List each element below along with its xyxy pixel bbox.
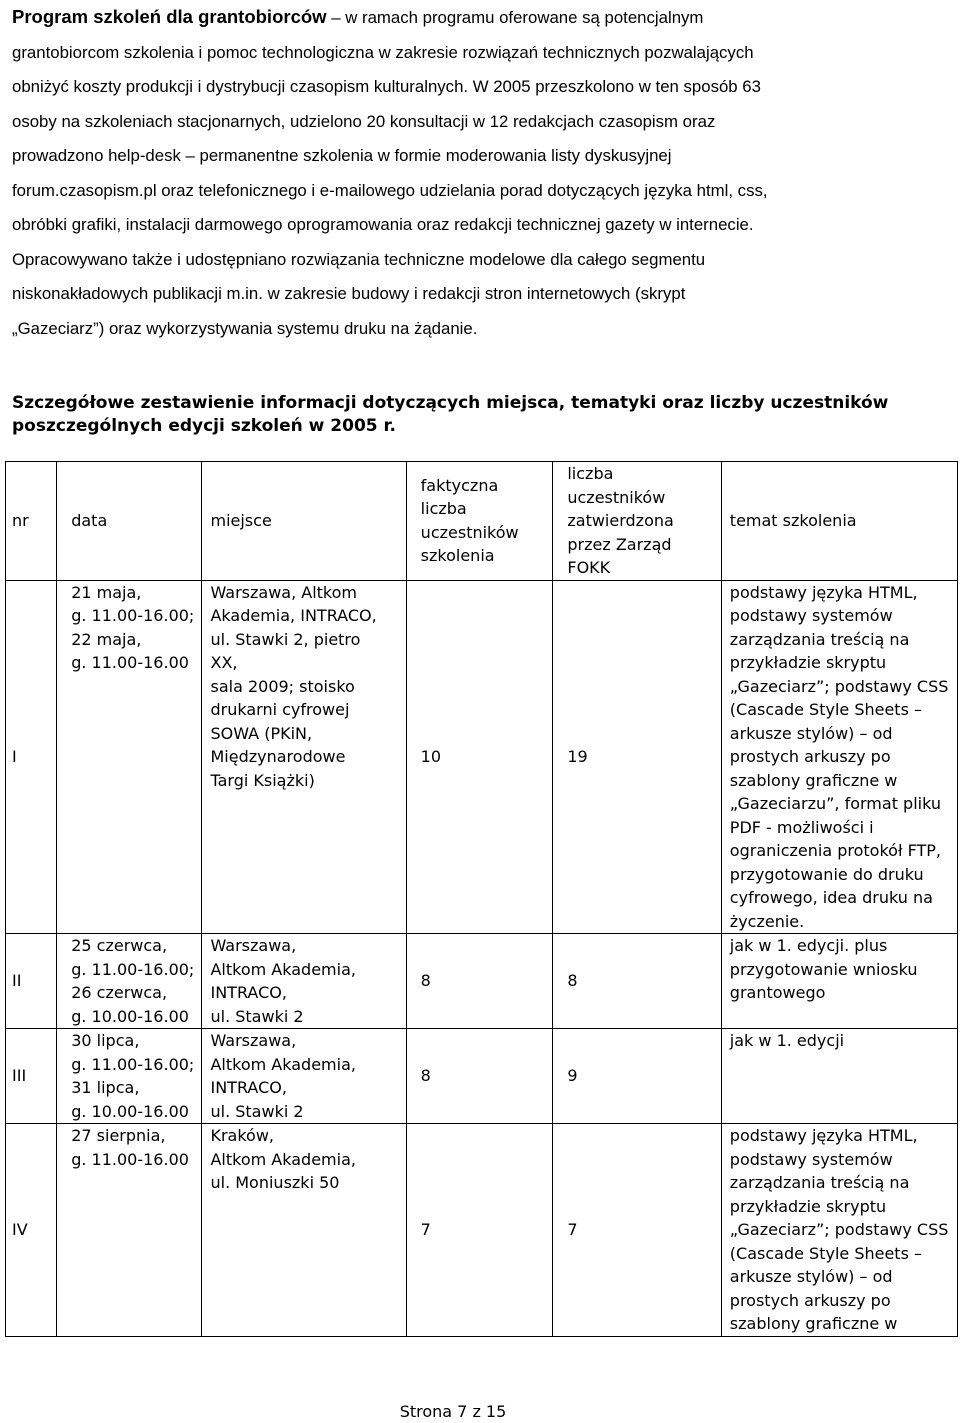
- section-title: Szczegółowe zestawienie informacji dotyczących miejsca, tematyki oraz liczby uczestników poszczególnych edycji szkoleń w 2005 r.: [12, 393, 889, 436]
- cell-nr: III: [6, 1029, 57, 1124]
- intro-line: Opracowywano także i udostępniano rozwiązania techniczne modelowe dla całego segmentu: [12, 249, 706, 269]
- cell-place: Kraków, Altkom Akademia, ul. Moniuszki 50: [202, 1124, 406, 1337]
- table-row: [6, 1029, 958, 1124]
- cell-place: Warszawa, Altkom Akademia, INTRACO, ul. Stawki 2: [202, 934, 406, 1029]
- header-nr: nr: [6, 462, 57, 581]
- cell-topic: jak w 1. edycji: [721, 1029, 957, 1124]
- cell-actual-participants: 7: [406, 1124, 553, 1337]
- cell-place: Warszawa, Altkom Akademia, INTRACO, ul. Stawki 2, pietro XX, sala 2009; stoisko drukarni cyfrowej SOWA (PKiN, Międzynarodowe Targi Książki): [202, 580, 406, 934]
- training-table: [5, 461, 958, 1337]
- cell-nr: IV: [6, 1124, 57, 1337]
- cell-topic: podstawy języka HTML, podstawy systemów zarządzania treścią na przykładzie skryptu „Gazeciarz”; podstawy CSS (Cascade Style Sheets – arkusze stylów) – od prostych arkuszy po szablony graficzne w: [721, 1124, 957, 1337]
- intro-line: prowadzono help-desk – permanentne szkolenia w formie moderowania listy dyskusyjnej: [12, 146, 672, 165]
- intro-line: – w ramach programu oferowane są potencjalnym: [326, 8, 704, 27]
- table-header-row: [6, 462, 958, 581]
- intro-lead: Program szkoleń dla grantobiorców: [12, 6, 327, 27]
- cell-date: 30 lipca, g. 11.00-16.00; 31 lipca, g. 10.00-16.00: [57, 1029, 202, 1124]
- intro-line: obniżyć koszty produkcji i dystrybucji czasopism kulturalnych. W 2005 przeszkolono w ten sposób 63: [12, 77, 761, 96]
- header-data: data: [57, 462, 202, 581]
- header-approved-participants: liczba uczestników zatwierdzona przez Zarząd FOKK: [553, 462, 721, 581]
- intro-paragraph: [12, 0, 942, 346]
- intro-line: grantobiorcom szkolenia i pomoc technologiczna w zakresie rozwiązań technicznych pozwalających: [12, 42, 754, 62]
- cell-approved-participants: 9: [553, 1029, 721, 1124]
- cell-actual-participants: 8: [406, 934, 553, 1029]
- table-row: [6, 580, 958, 934]
- cell-date: 21 maja, g. 11.00-16.00; 22 maja, g. 11.00-16.00: [57, 580, 202, 934]
- intro-line: osoby na szkoleniach stacjonarnych, udzielono 20 konsultacji w 12 redakcjach czasopism oraz: [12, 111, 716, 131]
- cell-nr: II: [6, 934, 57, 1029]
- cell-date: 27 sierpnia, g. 11.00-16.00: [57, 1124, 202, 1337]
- cell-approved-participants: 8: [553, 934, 721, 1029]
- cell-place: Warszawa, Altkom Akademia, INTRACO, ul. Stawki 2: [202, 1029, 406, 1124]
- cell-date: 25 czerwca, g. 11.00-16.00; 26 czerwca, g. 10.00-16.00: [57, 934, 202, 1029]
- table-row: [6, 934, 958, 1029]
- intro-line: forum.czasopism.pl oraz telefonicznego i e-mailowego udzielania porad dotyczących języka html, css,: [12, 180, 768, 200]
- header-actual-participants: faktyczna liczba uczestników szkolenia: [406, 462, 553, 581]
- cell-topic: jak w 1. edycji. plus przygotowanie wniosku grantowego: [721, 934, 957, 1029]
- cell-topic: podstawy języka HTML, podstawy systemów zarządzania treścią na przykładzie skryptu „Gazeciarz”; podstawy CSS (Cascade Style Sheets – arkusze stylów) – od prostych arkuszy po szablony graficzne w „Gazeciarzu”, format pliku PDF - możliwości i ograniczenia protokół FTP, przygotowanie do druku cyfrowego, idea druku na życzenie.: [721, 580, 957, 934]
- header-topic: temat szkolenia: [721, 462, 957, 581]
- cell-approved-participants: 7: [553, 1124, 721, 1337]
- header-miejsce: miejsce: [202, 462, 406, 581]
- cell-actual-participants: 8: [406, 1029, 553, 1124]
- intro-line: „Gazeciarz”) oraz wykorzystywania systemu druku na żądanie.: [12, 318, 478, 338]
- cell-actual-participants: 10: [406, 580, 553, 934]
- intro-line: niskonakładowych publikacji m.in. w zakresie budowy i redakcji stron internetowych (skrypt: [12, 284, 686, 303]
- cell-nr: I: [6, 580, 57, 934]
- table-row: [6, 1124, 958, 1337]
- intro-line: obróbki grafiki, instalacji darmowego oprogramowania oraz redakcji technicznej gazety w internecie.: [12, 215, 754, 234]
- cell-approved-participants: 19: [553, 580, 721, 934]
- page-number: Strona 7 z 15: [399, 1402, 507, 1421]
